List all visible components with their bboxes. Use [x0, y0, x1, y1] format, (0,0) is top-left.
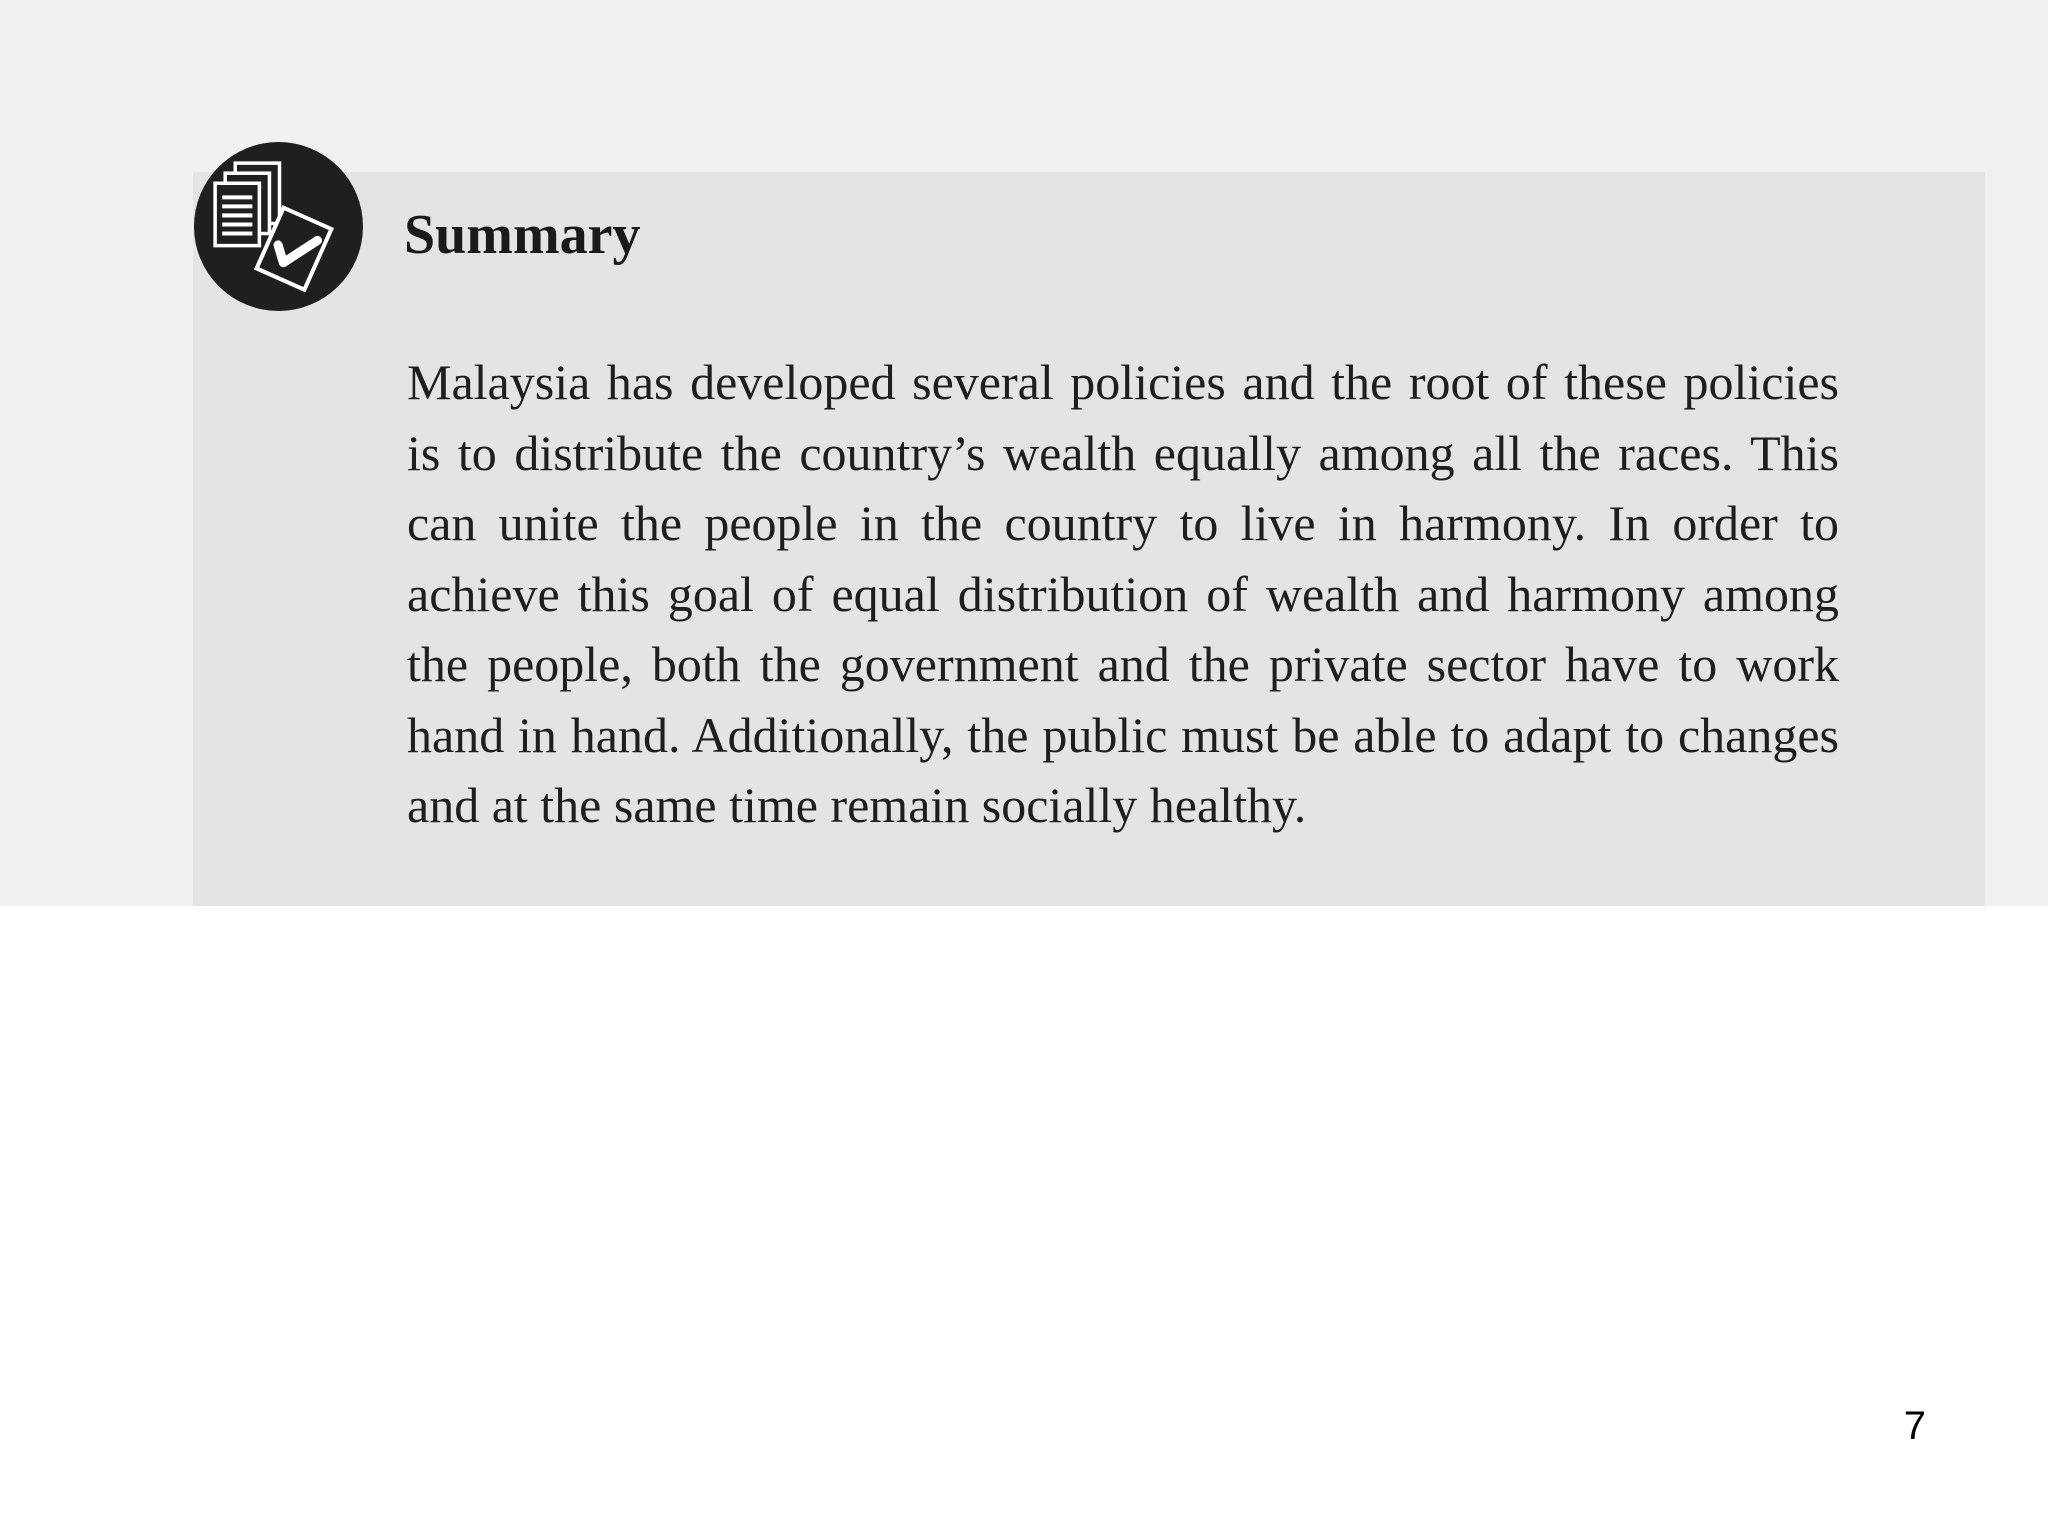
- summary-paragraph: Malaysia has developed several policies and the root of these policies is to distribute the country’s wealth equally among all the races. This can unite the people in the country to live in harmony. In order to achieve this goal of equal distribution of wealth and harmony among the people, both the government and the private sector have to work hand in hand. Additionally, the public must be able to adapt to changes and at the same time remain socially healthy.: [407, 354, 1839, 833]
- page-number: 7: [1903, 1404, 1926, 1448]
- documents-checkmark-icon: [193, 141, 364, 312]
- summary-heading: Summary: [404, 204, 641, 266]
